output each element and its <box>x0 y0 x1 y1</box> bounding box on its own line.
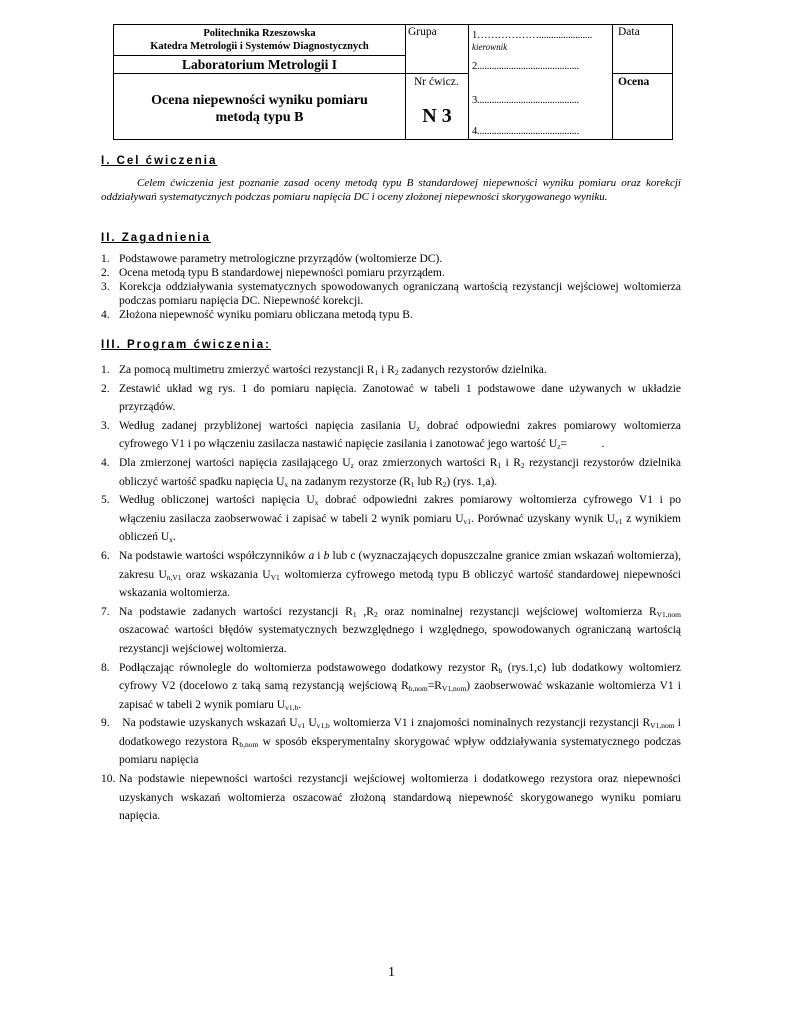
item-text: Dla zmierzonej wartości napięcia zasilającego $U_z$ oraz zmierzonych wartości $R_1$ i $R_2$ rezystancji rezystorów dzielnika obliczyć wartość spadku napięcia $U_x$ na zadanym rezystorze ($R_1$ lub $R_2$) (rys. 1,a). <box>119 456 681 489</box>
date-label: Data <box>618 26 640 38</box>
grade-label: Ocena <box>618 76 650 88</box>
grid-line <box>114 55 405 56</box>
section-heading-text: I. Cel ćwiczenia <box>101 155 218 167</box>
list-item <box>101 491 681 547</box>
exercise-title <box>114 92 405 126</box>
list-item <box>101 361 681 380</box>
item-text: Zestawić układ wg rys. 1 do pomiaru napięcia. Zanotować w tabeli 1 podstawowe dane używanych w układzie przyrządów. <box>119 382 681 414</box>
department-name: Katedra Metrologii i Systemów Diagnostycznych <box>150 41 369 52</box>
item-text: Ocena metodą typu B standardowej niepewności pomiaru przyrządem. <box>119 267 445 279</box>
grid-line <box>612 25 613 139</box>
item-text: Za pomocą multimetru zmierzyć wartości rezystancji $R_1$ i $R_2$ zadanych rezystorów dzielnika. <box>119 364 547 377</box>
list-item <box>101 252 681 266</box>
student-slot-4: 4.......................................... <box>472 126 579 137</box>
list-item <box>101 454 681 491</box>
item-number: 9. <box>101 717 110 730</box>
goal-text: Celem ćwiczenia jest poznanie zasad oceny metodą typu B standardowej niepewności wyniku pomiaru oraz korekcji oddziaływań systematycznych podczas pomiaru napięcia DC i oceny złożonej niepewności skorygowanego wyniku. <box>101 177 681 203</box>
section-heading-goal <box>101 155 217 167</box>
header-table <box>113 24 673 140</box>
item-number: 5. <box>101 494 110 507</box>
item-number: 3. <box>101 281 110 293</box>
section-heading-text: III. Program ćwiczenia: <box>101 339 271 351</box>
item-number: 4. <box>101 456 110 469</box>
list-item <box>101 266 681 280</box>
institution-name <box>114 27 405 53</box>
item-text: Podstawowe parametry metrologiczne przyrządów (woltomierze DC). <box>119 253 443 265</box>
item-number: 6. <box>101 549 110 562</box>
list-item <box>101 417 681 454</box>
program-list <box>101 361 681 826</box>
item-number: 1. <box>101 253 110 265</box>
exercise-number: N 3 <box>422 105 452 127</box>
item-text: Na podstawie zadanych wartości rezystancji $R_1$ $,R_2$ oraz nominalnej rezystancji wejściowej woltomierza $R_{V1,nom}$ oszacować wartości błędów systematycznych bezwzględnego i względnego, spowodowanych ograniczaną wartością rezystancji wejściowej woltomierza. <box>119 605 682 655</box>
exercise-number-label: Nr ćwicz. <box>414 76 459 88</box>
item-number: 10. <box>101 773 116 786</box>
grid-line <box>468 25 469 139</box>
item-number: 7. <box>101 605 110 618</box>
list-item <box>101 770 681 826</box>
student-slot-1: 1………………...................... <box>472 30 593 41</box>
list-item <box>101 380 681 417</box>
student-slot-2: 2.......................................... <box>472 61 579 72</box>
exercise-title-line1: Ocena niepewności wyniku pomiaru <box>151 93 368 108</box>
lab-name: Laboratorium Metrologii I <box>182 57 337 72</box>
list-item <box>101 603 681 659</box>
list-item <box>101 280 681 308</box>
topics-list <box>101 252 681 322</box>
item-text: Złożona niepewność wyniku pomiaru obliczana metodą typu B. <box>119 309 413 321</box>
grid-line <box>114 73 468 74</box>
item-text: Na podstawie uzyskanych wskazań $U_{v1}$ $U_{v1,b}$ woltomierza V1 i znajomości nominalnych rezystancji rezystancji $R_{V1,nom}$ i dodatkowego rezystora $R_{b,nom}$ w sposób eksperymentalny skorygować wpływ oddziaływania systematycznego podczas pomiaru napięcia <box>119 717 681 767</box>
grid-line <box>612 73 672 74</box>
list-item <box>101 659 681 715</box>
university-name: Politechnika Rzeszowska <box>203 28 316 39</box>
item-text: Na podstawie wartości współczynników a i b lub c (wyznaczających dopuszczalne granice zmian wskazań woltomierza), zakresu $U_{n,V1}$ oraz wskazania $U_{V1}$ woltomierza cyfrowego metodą typu B obliczyć wartość standardowej niepewności wskazania woltomierza. <box>119 549 681 600</box>
section-heading-text: II. Zagadnienia <box>101 232 211 244</box>
item-number: 2. <box>101 382 110 395</box>
item-text: Na podstawie niepewności wartości rezystancji wejściowej woltomierza i dodatkowego rezystora oraz niepewności uzyskanych wskazań woltomierza oszacować złożoną standardową niepewność skorygowanego wyniku pomiaru napięcia. <box>119 773 681 823</box>
group-label: Grupa <box>408 26 437 38</box>
leader-label: kierownik <box>472 42 508 52</box>
list-item <box>101 308 681 322</box>
item-number: 4. <box>101 309 110 321</box>
item-text: Według obliczonej wartości napięcia $U_x$ dobrać odpowiedni zakres pomiarowy woltomierza cyfrowego V1 i po włączeniu zasilacza zaobserwować i zapisać w tabeli 2 wynik pomiaru $U_{v1}$. Porównać uzyskany wynik $U_{v1}$ z wynikiem obliczeń $U_x$. <box>119 494 682 545</box>
goal-paragraph <box>101 177 681 204</box>
section-heading-topics <box>101 232 211 244</box>
item-text: Korekcja oddziaływania systematycznych spowodowanych ograniczaną wartością rezystancji wejściowej woltomierza podczas pomiaru napięcia DC. Niepewność korekcji. <box>119 281 681 307</box>
item-number: 2. <box>101 267 110 279</box>
item-number: 1. <box>101 364 110 376</box>
item-text: Podłączając równolegle do woltomierza podstawowego dodatkowy rezystor $R_b$ (rys.1,c) lub dodatkowy woltomierz cyfrowy V2 (docelowo z taką samą rezystancją wejściową $R_{b,nom}=R_{V1,nom}$) zaobserwować wskazanie woltomierza V1 i zapisać w tabeli 2 wynik pomiaru $U_{v1,b}$. <box>119 661 681 712</box>
list-item <box>101 714 681 770</box>
exercise-title-line2: metodą typu B <box>215 110 304 125</box>
item-number: 3. <box>101 419 110 432</box>
section-heading-program <box>101 339 271 351</box>
page-number: 1 <box>388 965 395 980</box>
list-item <box>101 547 681 603</box>
student-slot-3: 3.......................................... <box>472 95 579 106</box>
item-number: 8. <box>101 661 110 674</box>
item-text: Według zadanej przybliżonej wartości napięcia zasilania $U_z$ dobrać odpowiedni zakres pomiarowy woltomierza cyfrowego V1 i po włączeniu zasilacza nastawić napięcie zasilania i zanotować jego wartość $U_z=$ . <box>119 419 682 452</box>
